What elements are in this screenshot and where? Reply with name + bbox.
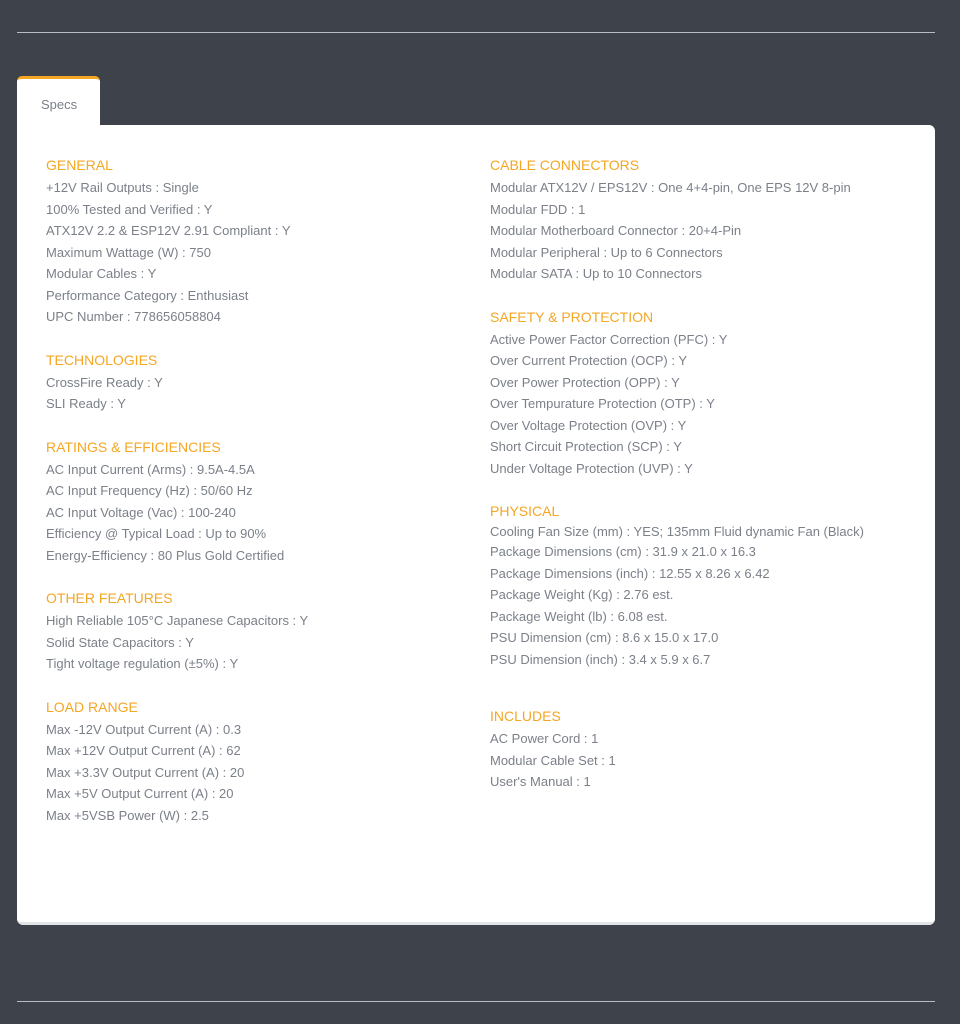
spec-row: Tight voltage regulation (±5%) : Y	[46, 656, 239, 671]
spec-row: Modular FDD : 1	[490, 201, 586, 217]
section-heading: SAFETY & PROTECTION	[490, 308, 654, 325]
specs-panel	[17, 125, 935, 925]
spec-row: PSU Dimension (inch) : 3.4 x 5.9 x 6.7	[490, 651, 711, 667]
tab-specs[interactable]	[17, 76, 100, 126]
spec-row: Package Weight (lb) : 6.08 est.	[490, 608, 668, 624]
spec-row: Energy-Efficiency : 80 Plus Gold Certified	[46, 547, 285, 563]
spec-row: High Reliable 105°C Japanese Capacitors : Y	[46, 613, 309, 628]
spec-row: Under Voltage Protection (UVP) : Y	[490, 460, 693, 476]
spec-row: +12V Rail Outputs : Single	[46, 180, 199, 195]
spec-section-technologies	[46, 350, 466, 415]
spec-row: Modular Cable Set : 1	[490, 752, 616, 768]
spec-row: Modular ATX12V / EPS12V : One 4+4-pin, One EPS 12V 8-pin	[490, 180, 851, 195]
spec-row: Max +3.3V Output Current (A) : 20	[46, 764, 245, 780]
spec-section-cable-connectors	[490, 155, 910, 285]
spec-row: AC Input Voltage (Vac) : 100-240	[46, 504, 236, 520]
spec-section-safety-protection	[490, 307, 910, 480]
spec-row: Maximum Wattage (W) : 750	[46, 244, 211, 260]
spec-row: Max +12V Output Current (A) : 62	[46, 743, 241, 758]
spec-row: Max +5VSB Power (W) : 2.5	[46, 807, 209, 823]
section-heading: OTHER FEATURES	[46, 590, 173, 606]
tab-specs-label: Specs	[41, 97, 78, 112]
specs-left-column	[46, 155, 466, 826]
spec-row: AC Power Cord : 1	[490, 731, 599, 746]
spec-section-load-range	[46, 697, 466, 827]
specs-right-column	[490, 155, 910, 793]
spec-section-general	[46, 155, 466, 328]
spec-row: Over Current Protection (OCP) : Y	[490, 353, 687, 368]
spec-row: ATX12V 2.2 & ESP12V 2.91 Compliant : Y	[46, 223, 291, 238]
spec-section-other-features	[46, 588, 466, 675]
section-heading: INCLUDES	[490, 708, 561, 724]
spec-row: Performance Category : Enthusiast	[46, 287, 249, 303]
spec-row: Max -12V Output Current (A) : 0.3	[46, 721, 242, 737]
spec-row: UPC Number : 778656058804	[46, 309, 221, 324]
spec-row: Efficiency @ Typical Load : Up to 90%	[46, 526, 267, 541]
section-heading: PHYSICAL	[490, 503, 560, 519]
spec-section-physical	[490, 501, 910, 670]
spec-row: CrossFire Ready : Y	[46, 374, 163, 390]
spec-section-ratings-efficiencies	[46, 437, 466, 567]
spec-row: Cooling Fan Size (mm) : YES; 135mm Fluid dynamic Fan (Black)	[490, 524, 864, 539]
spec-row: AC Input Frequency (Hz) : 50/60 Hz	[46, 483, 253, 498]
spec-row: Solid State Capacitors : Y	[46, 634, 194, 650]
spec-row: Active Power Factor Correction (PFC) : Y	[490, 331, 728, 347]
spec-row: Modular Peripheral : Up to 6 Connectors	[490, 244, 723, 260]
section-heading: CABLE CONNECTORS	[490, 157, 640, 173]
section-heading: LOAD RANGE	[46, 698, 138, 715]
section-heading: RATINGS & EFFICIENCIES	[46, 438, 221, 455]
spec-row: SLI Ready : Y	[46, 396, 126, 411]
spec-row: Short Circuit Protection (SCP) : Y	[490, 439, 682, 454]
spec-row: Modular Cables : Y	[46, 266, 157, 281]
spec-row: Package Weight (Kg) : 2.76 est.	[490, 587, 674, 602]
spec-row: Over Voltage Protection (OVP) : Y	[490, 417, 687, 433]
section-heading: GENERAL	[46, 157, 113, 173]
spec-row: Modular SATA : Up to 10 Connectors	[490, 266, 702, 281]
spec-row: Max +5V Output Current (A) : 20	[46, 786, 234, 801]
spec-row: Modular Motherboard Connector : 20+4-Pin	[490, 223, 742, 238]
spec-row: User's Manual : 1	[490, 774, 591, 789]
spec-row: 100% Tested and Verified : Y	[46, 201, 213, 217]
spec-row: AC Input Current (Arms) : 9.5A-4.5A	[46, 461, 255, 477]
spec-row: Package Dimensions (inch) : 12.55 x 8.26 x 6.42	[490, 565, 770, 581]
bottom-divider	[17, 1001, 935, 1002]
spec-row: Over Tempurature Protection (OTP) : Y	[490, 396, 715, 411]
top-divider	[17, 32, 935, 33]
spec-row: PSU Dimension (cm) : 8.6 x 15.0 x 17.0	[490, 630, 719, 645]
spec-row: Over Power Protection (OPP) : Y	[490, 374, 680, 390]
spec-row: Package Dimensions (cm) : 31.9 x 21.0 x 16.3	[490, 544, 756, 559]
section-heading: TECHNOLOGIES	[46, 351, 158, 368]
spec-section-includes	[490, 706, 910, 793]
